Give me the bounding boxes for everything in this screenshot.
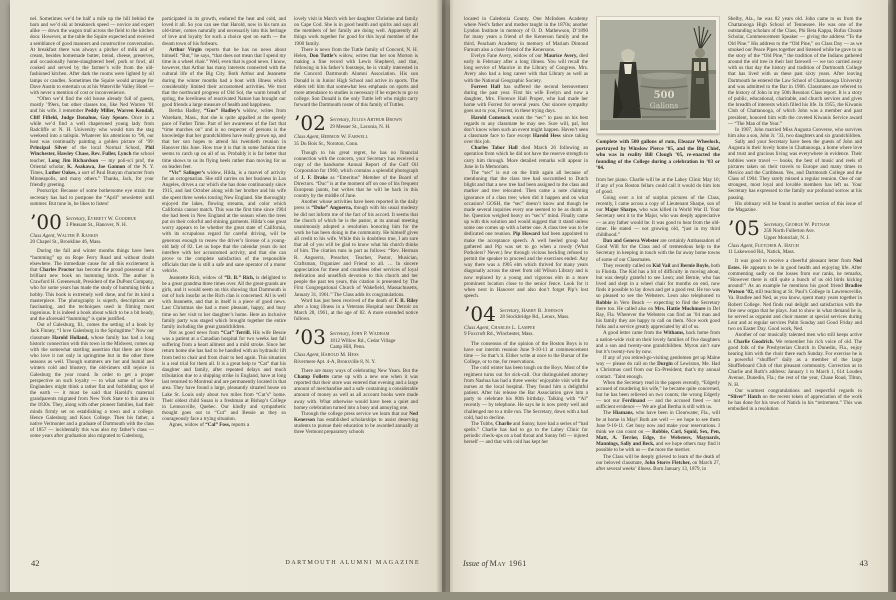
- paragraph: The cold winter has been tough on the Boys. Most of the regiment turns out for sick-call. Our distinguished attorney from Nashua has had a three weeks’ enjoyable visit with the nurses at the local hospital. They found him a delightful patient. After his release the Bar Association gave him a party to celebrate his 80th birthday. Talking with “Al” recently — by telephone. He says he is now pretty well and challenged me to a mile run. The Secretary, down with a bad cold, had to decline.: [464, 365, 588, 421]
- photo-caption: Complete with 500 gallons of rum, Eleazar Wheelock, portrayed by Winslow Pierce ’05, and the Big Chief, who was in reality Bill Clough ’05, re-enacted the founding of the College during a celebration in ’03 or ’04.: [596, 139, 720, 171]
- paragraph: If any of you retired-go-visiting gentlemen get up Maine way — please do call on the Durgin of Lewiston, Me. Had a Christmas card from our Ex-President; that’s my annual contact. ’Taint enough.: [596, 355, 720, 380]
- paragraph: The consensus of the opinion of the Boston Boys is to have our interim reunion June 9-10-11 at commencement time — So that’s it. Either write at once to the Bursar of the College, or to me, for reservations.: [464, 340, 588, 366]
- paragraph: Charles Tabor Hall died March 26 following an operation from which he did not have the reserve strength to carry him through. More detailed remarks will appear in June in In Memoriam.: [464, 145, 588, 170]
- issue-footer: [463, 559, 527, 568]
- class-year-heading: [294, 325, 418, 350]
- paragraph: participated in its growth, endured the heat and cold, and loved it all. So you can see that Harold, now in his turn an old-timer, comes naturally and necessarily into this heritage of love and loyalty for such a choice spot on earth — the dream town of his forbears.: [162, 16, 286, 47]
- class-agent-info: Class Agent, Walter P. Rankin 20 Chapel St., Brookline 46, Mass.: [30, 232, 102, 246]
- paragraph: Our warmest congratulations and respectful regards to “Sliver” Hatch on the recent token of appreciation of the work he has done for his town of Natick in his “retirement.” This was embodied in a resolution: [728, 387, 862, 413]
- paragraph: “Vic” Salinger’s widow, Hilda, is a marvel of activity for an octogenarian. She still carries on her business in Los Angeles, drives a car which she has done continuously since 1915, and last October along with her brother and his wife she spent three weeks touring New England. She thoroughly enjoyed the lakes, flowing streams, and color which California cannot match. This was the first time since 1904 she had been in New England at the season when the trees put on their colorful and shining garments. Hilda’s one great worry appears to be whether the great state of California, with its scrupulous regard for careful driving, will be generous enough to renew the driver’s license of a young-old lady of 82. Let us hope that the calendar years do not interfere with her accustomed activity, and that she can prove to the complete satisfaction of the responsible officials that she is still a safe and sane operator of a motor vehicle.: [162, 169, 286, 275]
- class-agent-info: Class Agent, Harold M. Hess Rivermere Apt. 4-A, Bronxville 8, N. Y.: [294, 352, 376, 365]
- paragraph: lovely visit in March with her daughter Christine and family on Cape Cod. She is in good health and spirits and says all the members of her family are doing well. Apparently all things work together for good for this loyal member of the 1900 family.: [294, 16, 418, 47]
- issue-footer-italic: Issue of: [463, 559, 488, 568]
- class-year-numeral: ’03: [294, 325, 326, 350]
- paragraph: Word has just been received of the death of F. B. Riley after a long illness in a Veterans Hospital near Detroit on March 28, 1961, at the age of 82. A more extended notice follows.: [294, 297, 418, 323]
- class-year-heading: [294, 111, 418, 136]
- class-year-heading: [728, 216, 862, 241]
- paragraph: The Tubbs, Charlie and Sunny, have had a series of “bad spells.” Charlie has had to go to the Lahey Clinic for periodic check-ups on a bad throat and Sunny fell — injured herself — and that with cold has kept her: [464, 420, 588, 446]
- paragraph: Postscript: Because of some bothersome eye strain the secretary has had to postpone the “April” newsletter until summer. But tune in, he likes to listen!: [30, 188, 154, 207]
- paragraph: Though to his great regret, he has no financial connection with the concern, your Secretary has received a copy of the handsome Annual Report of the Gulf Oil Corporation for 1960, which contains a splendid photograph of J. F. Drake as “Emeritus” Member of the Board of Directors. “Duc” is at the moment off on one of his frequent European jaunts, but writes that he will be back in this country by the middle of June.: [294, 149, 418, 200]
- text-column-6: [728, 16, 862, 574]
- paragraph: Agnes, widow of “Cal” Foss, reports a: [169, 422, 250, 429]
- photo-block: [596, 16, 720, 172]
- photo-illustration: [600, 20, 716, 130]
- secretary-info: Secretary, Everett W. Goodhue 3 Pleasant St., Hanover, N. H.: [65, 215, 137, 229]
- founding-reenactment-photo: [596, 16, 720, 134]
- paragraph: located in Caledonia County. One McIndoes Academy where Ned’s father and mother taught in the 1870s; another Lyndon Institute in memory of O. D. Mathewson, D’1890 for many years a friend of the Kenerson family and the third, Peacham Academy in memory of Mariam Dimond Farnum also a close friend of the Kenersons.: [464, 16, 588, 53]
- paragraph: Sally and your Secretary have been the guests of John and Augusta in their lovely home in Chattanooga, a home where love and trust and gracious living was everywhere in evidence. Their hobbies were travel — books, the best of music and reels of pictures taken on their travels to Europe and many times to Mexico and the Caribbean. Yes, and Dartmouth College and the Class of 1904. They rarely missed a regular reunion. One of our strongest, most loyal and lovable members has left us. Your Secretary has expressed to the family our profound sorrow at his passing.: [728, 139, 862, 201]
- class-year-heading: [464, 302, 588, 327]
- paragraph: Shelby, Ala., he was 82 years old. John came to us from the Chattanooga High School of Tennessee. He was one of the outstanding scholars of the Class, Phi Beta Kappa, Rufus Choate Scholar, Commencement Speaker — giving the address “To the Old Pine.” His address to the “Old Pine,” on Class Day — as we smoked our Peace Pipes together and listened while he gave to us the story of the “Old Pine,” the tradition of the Indians gathered around the old tree in their last farewell — we too carried away with us that day the history and tradition of Dartmouth College that has lived with us these past sixty years. After leaving Dartmouth he entered the Law School of Chattanooga University and was admitted to the Bar in 1906. Classmates are referred to the history of John in my 50th Reunion Class report. It is a story of public, educational, charitable, and church services and gives the breadth of interests which filled his life. In 1955, the Kiwanis Club of Chattanooga, of which John was a member and past president, honored him with the coveted Kiwanis Service award — “The Man of the Year.”: [728, 16, 862, 127]
- paragraph: nel. Sometimes we’d be half a mile up the hill behind the barn and we’d ski at breakneck speed — novice and expert alike — down the wagon trail across the field to the kitchen door. However, at the table the Squire expected and received a semblance of good manners and constructive conversation. At breakfast there was always a pitcher of milk and of cream, besides homemade butter, bread, cheese, preserves, and occasionally home-slaughtered beef, pork or fowl, all cooked and served by the farmer’s wife from the old-fashioned kitchen. After dark the rooms were lighted by oil lamps or candles. Sometimes the Squire would arrange for Dave Austin to entertain us at his Waterville Valley Hotel — with never a mention of cost or inconvenience.: [30, 16, 154, 96]
- paragraph: During the fall and winter months things have been “humming” up on Rope Ferry Road and without doubt elsewhere. The immediate cause for all this excitement is that Charles Proctor has become the proud possessor of a brilliant new book on humming birds. The author is Crawford H. Greenewalt, President of the DuPont Company, who for some years has made the study of humming birds a hobby. This book is extremely well done, and for its kind a masterpiece. The photography is superb, descriptions are fascinating, and the techniques used in filming most ingenious. It is indeed a book about which to be a bit heady, and the aforesaid “humming” is quite justified.: [30, 248, 154, 323]
- text-column-4: [464, 16, 588, 574]
- class-year-heading: [30, 209, 154, 234]
- magazine-title-footer: DARTMOUTH ALUMNI MAGAZINE: [285, 559, 420, 566]
- paragraph: The Class will be deeply grieved to learn of the death of our beloved classmate, John Storrs Fletcher, on March 27, after several weeks’ illness. Born January 13, 1879, in: [596, 453, 720, 472]
- paragraph: Out of Galesburg, Ill., comes the setting of a book by Jack Finney, “I love Galesburg in the Springtime.” Now our classmate Harold Holland, whose family has had a long historic connection with this town in the Midwest, comes up with the somewhat startling assertion that there are those who love it not only in springtime but in the other three seasons as well. Though summers are hot and humid and winters cold and blustery, the old-timers still rejoice in Galesburg the year round. In order to get a proper perspective on such loyalty — to what some of us New Englanders might think a rather flat and forbidding spot of the earth — it must be said that Harold’s maternal grandparents migrated from New York State to this area in the 1830s. They, along with other pioneer families, had their minds firmly set on establishing a town and a college. Hence Galesburg and Knox College. Then his father, a native Vermonter and a graduate of Dartmouth with the class of 1857 — incidentally this was also my father’s class — some years after graduation also migrated to Galesburg,: [30, 322, 154, 440]
- paragraph: There are many ways of celebrating New Years. But the Champ Folletts came up with a new one when it was reported that their store was entered that evening and a large amount of merchandise and a safe containing a considerable amount of money as well as all account books were made away with. What otherwise would have been a quiet and homey celebration turned into a busy and annoying one.: [294, 367, 418, 411]
- page-number-right: 43: [859, 558, 868, 568]
- barrel-label-500: 500: [653, 90, 675, 101]
- page-left: [10, 0, 442, 592]
- class-agent-info: Class Agent, Fletcher A. Hatch 11 Lakewood Rd., Natick, Mass.: [728, 242, 799, 256]
- secretary-info: Secretary, Harry B. Johnson 28 Stockbridge Rd., Lenox, Mass.: [499, 308, 570, 321]
- page-right: [450, 0, 888, 592]
- paragraph: It was good to receive a cheerful pleasant letter from Ned Estes. He appears to be in good health and enjoying life. After commenting sadly on the losses from our ranks, he remarks, “However there is still quite a bunch of us old birds kicking around!” As an example he mentions his good friend Bradlee Watson ’02, still teaching at St. Paul’s College in Lawrenceville, Va. Bradlee and Ned, as you know, spent many years together in Robert College. Ned finds real delight and satisfaction with the fine new organ that he plays. Just to show in what demand he is, he served as organist and choir master at special services during Lent and at regular services Palm Sunday and Good Friday and two on Easter Day. Good work, Ned.: [728, 258, 862, 333]
- paragraph: They recently called on Kid Vail and Bernie Boyle, both in Florida. The Kid has a bit of difficulty in moving about, but was deeply grateful to see Leon; and Bernie, who has lived and slept in a wheel chair for months on end, now finds it possible to lay down and get a good rest. He too was so pleased to see the Websters. Leon also telephoned to Robbie in Vero Beach — expecting to find the Secretary there too. He called also on Mrs. Hattie Muchmore in Del Ray, Fla. Wherever the Websters can find an ’04 man and his family they are happy to call on them. Nice work good folks and a service greatly appreciated by all of us.: [596, 262, 720, 331]
- paragraph: His obituary will be found in another section of this issue of the Magazine.: [728, 200, 862, 213]
- paragraph: Evelyn Fane Avery, widow of our Maurice Avery, died early in February after a long illness. You will recall the long service of Maurice in the Library of Congress. Mrs. Avery also had a long career with that Library as well as with the National Geographic Society.: [464, 52, 588, 84]
- class-year-numeral: ’02: [294, 111, 326, 136]
- paragraph: Dan and Geneva Webster are certainly Ambassadors of Good Will for the Class and of tremendous help to the Secretary in keeping in touch with the far away home towns of some of our Classmates.: [596, 238, 720, 263]
- paragraph: Jeannette Rich, widow of “D. B.” Rich, is delighted to be a great grandma three times over. All the great-grands are girls, and it would seem on this showing that Dartmouth is out of luck insofar as the Rich clan is concerned. All is well with Jeannette, and that in itself is a piece of good news. Last Christmas she had a most pleasant, happy, and busy time on her visit to her daughter’s home. Here an inclusive family party was staged which brought together the entire family including the great grandchildren.: [162, 274, 286, 330]
- text-column-5-flow: [596, 177, 720, 473]
- paragraph: Through the college press service we learn that our Ned Kenerson has established scholarships to assist deserving students to pursue their education to be awarded annually at three Vermont preparatory schools: [294, 410, 418, 436]
- paragraph: Harold Comstock wants the “sec” to pass on his best regards to any classmate he may see. Sure will, pal, but don’t know when such an event might happen. Haven’t seen a classmate face to face except Harold Hess since taking over this job.: [464, 114, 588, 146]
- paragraph: from her piano. Charlie will be at the Lahey Clinic May 16; if any of you Boston fellars could call it would do him lots of good.: [596, 176, 720, 195]
- class-year-numeral: ’04: [464, 302, 496, 327]
- paragraph: Bertha Hadley, “Gus” Hadley’s widow, writes from Wareham, Mass., that she is quite appalled at the speedy pace of Father Time. Part of her awareness of the fact that “time marches on” and is no respecter of persons is the knowledge that her grandchildren have really grown up, and that her son hopes to attend his twentieth reunion in Hanover this June. How true it is that in some fashion time seems to catch up on all of us. Probably it is far better that time shows to us its flying heels rather than moving for us on leaden feet.: [162, 108, 286, 170]
- paragraph: When the Secretary read in the papers recently, “Edgerly accused of murdering his wife,” he became quite concerned, but he has been relieved on two counts; the wrong Edgerly — not our Ferdinand — and the accused freed — not sufficient evidence — We are glad Bertha is still with us.: [596, 379, 720, 411]
- issue-footer-date: May 1961: [489, 559, 527, 568]
- text-column-5: [596, 16, 720, 574]
- class-agent-info: Class Agent, Hermon W. Farwell 35 Du Bois St., Noroton, Conn.: [294, 134, 369, 147]
- paragraph: There is news from the Tuttle family of Concord, N. H. Helen, Don Tuttle’s widow, writes that her son Morton is making a fine record with Lewis Shepherd, and that, following in his father’s footsteps, he is vitally interested in the Concord Dartmouth Alumni Association. His son Donald is in Junior High School and active in sports. The elders tell him that somewhat less emphasis on sports and more attendance to studies is necessary if he expects to go to college. Son Donald is the only Tuttle left who might carry forward the Dartmouth roster of this family of Tuttles.: [294, 46, 418, 109]
- secretary-info: Secretary, George W. Putnam 258 North Fullerton Ave. Upper Montclair, N. J.: [763, 222, 830, 241]
- paragraph: Going over a lot of surplus pictures of the Class, recently, I came across a copy of Lieutenant Sharpe, son of our Major Sharpe, who was killed in World War II. Your Secretary sent it to the Major, who was deeply appreciative — as any father would be. It was good to hear from the old-timer. He stated — not growing old, “just in my third childhood.”: [596, 194, 720, 238]
- paragraph: Another whose activities have been reported in the daily press is “Duke” Anguerra, though with his usual modesty he did not inform me of the fact of his accord. It seems that the church of which he is the pastor, at its annual meeting unanimously adopted a resolution honoring him for the work he has been doing in the community. He himself gives all credit to his wife. While this is doubtless true, I am sure that all of you will be glad to know what his church thinks of him. The citation runs in part as follows: “Rev. Herman R. Anguerra, Preacher, Teacher, Pastor, Musician, Craftsman, Organizer and Friend to all. … In sincere appreciation for these and countless other services of loyal dedication and unselfish devotion to this church and her people the past ten years, this citation is presented by The First Congregational Church of Wakefield, Massachusetts, January 31, 1961.” The Class adds its congratulations.: [294, 199, 418, 298]
- paragraph: Not as good news from “Cat” Terrill. His wife Bessie was a patient at a Canadian hospital for two weeks last fall suffering from a heart ailment and a mild stroke. Since her return home she has had to be handled with an hydraulic lift from bed to chair and from chair to bed again. This situation is a real trial for them all. It is a great help to “Cat” that his daughter and family, after repeated delays and much tribulation due to a shipping strike in England, have at long last returned to Montreal and are permanently located in that area. They have found a large, pleasantly situated house on Lake St. Louis only about two miles from “Cut’s” home. Their oldest child Susan is a freshman at Bishop’s College in Lennoxville, Quebec. Our kindly and sympathetic thought goes out to “Cut” and Bessie as they so courageously face a trying situation.: [162, 329, 286, 423]
- class-agent-info: Class Agent, Charles L. Lampee 9 Foxcroft Rd., Winchester, Mass.: [464, 325, 536, 338]
- paragraph: In 1907, John married Miss Augusta Converse, who survives him also a son, John Jr. ’33, two daughters and six grandchildren.: [728, 126, 862, 139]
- text-column-2: [162, 16, 286, 574]
- paragraph: “Often we’d find the old house already full of guests, mostly ’99ers, but other classes too, like Ned Warren ’01 and his wife. I remember Peddy Miller, Warren Kendall, Cliff Fifield, Judge Donahue, Guy Speare. Once in a while we’d find a well chaperoned young lady from Radcliffe or N. H. University who would turn the stag weekend into a tailspin. Whatever his attentions to ’96, our host was continually painting a golden picture of ’99: Principal Silver of the local Normal School, Phil Winchester, Hawley Chase, Rev. Fuller, Lynch the school teacher, Long Jim Richardson — my poli-sci prof, the Oriental scholar, K. Asakawa, Joe Gannon of the N. Y. Times, Luther Oakes, a sort of Paul Bunyan character from Minneapolis, and many others.” Thanks, Jack, for your friendly greeting.: [30, 96, 154, 189]
- text-column-3: [294, 16, 418, 574]
- secretary-info: Secretary, John P. Wadham 1812 Willow Rd., Cedar Village Camp Hill, Penn.: [329, 331, 396, 350]
- paragraph: Arthur Virgin reports that he has no news about himself. “But,” he says, “that does not mean that I spend my time in a wheel chair.” Well, even that is good news. I know, however, that Arthur has many interests connected with the cultural life of the Big City. Both Arthur and Jeannette during the winter months had a bout with illness which considerably limited their accustomed activities. We trust that the northward progress of Old Sol, the warm breath of spring, the loveliness of reactivated Nature has brought our good friends a large measure of health and happiness.: [162, 46, 286, 109]
- paragraph: Forrest Hall has suffered the second bereavement during the past year. First his wife Evelyn and now a daughter, Mrs. Florence Hall Proper, who had made her home with Forrest for several years. Our sincere sympathy goes out to you, Forrest, in these trying days.: [464, 83, 588, 115]
- page-number-left: 42: [31, 558, 40, 568]
- secretary-info: Secretary, Julius Arthur Brown 29 Messer St., Laconia, N. H.: [329, 117, 402, 130]
- page-edge-shadow: [888, 0, 896, 600]
- paragraph: A good letter came from the Withams, back home from a nation-wide visit on their lovely families of five daughters and a son and twenty-one grandchildren. Myron ain’t sure but it’s twenty-two by now.: [596, 330, 720, 355]
- paragraph: Another of our musically talented men who still keeps active is Charlie Goodrich. We remember his rich voice of old. The good folk of the Presbyterian Church in Dunedin, Fla., enjoy hearing him with the choir there each Sunday. For exercise he is a powerful “shuffler” daily as a member of the large Shuffleboard Club of that pleasant community. Correction as to Charlie and Ruth’s address: January 1 to March 1, 614 Louden Avenue, Dunedin, Fla.; the rest of the year, Chase Road, Tilton, N. H.: [728, 332, 862, 388]
- barrel-label-gallons: Gallons: [649, 101, 679, 110]
- class-year-numeral: ’00: [30, 209, 62, 234]
- text-column-1: [30, 16, 154, 574]
- bottom-shadow: [0, 592, 896, 600]
- paragraph: The Hiamans, who have been in Clearwater, Fla., will be at home in May! Both are well — we hope to see them June 9-10-11. Get busy now and make your reservations. I think we can count on — Robbie, Carl, Squid, Sex, Pen, Matt, A. Terrier, Edge, the Websters, Maynards, Mannings, Sally and Beck, and we hope others may find it possible to be with us — the more the merrier.: [596, 410, 720, 454]
- paragraph: The “sec” is out on the limb again all because of mentioning that the class tree had succumbed to Dutch blight and that a new tree had been assigned to the class and marker and tree relocated. Then came a note claiming ignorance of a class tree; when did it happen and on what occasion? GOSH, the “sec” doesn’t know and though he made several inquiries every one seemed to be as dumb as he. Question weighed heavy on “sec’s” mind. Finally came up with this solution and would suggest that it stand unless some one comes up with a better one. A class tree was to be dedicated one reunion. Pip Howard had been appointed to make the acceptance speech. A well heeled group had gathered and Pip was set to go when a rowdy (What Potholers? Never.) few through vicious heckling refused to permit the speaker to proceed and the exercises ended. Any way there was a 1905 elm which thrived for many years diagonally across the street from old Wilson Library and is now replaced by a young and vigorous elm in a more prominent location close to the senior fence. Look for it when next in Hanover and also don’t forget Pip’s lost speech.: [464, 169, 588, 300]
- class-year-numeral: ’05: [728, 216, 760, 240]
